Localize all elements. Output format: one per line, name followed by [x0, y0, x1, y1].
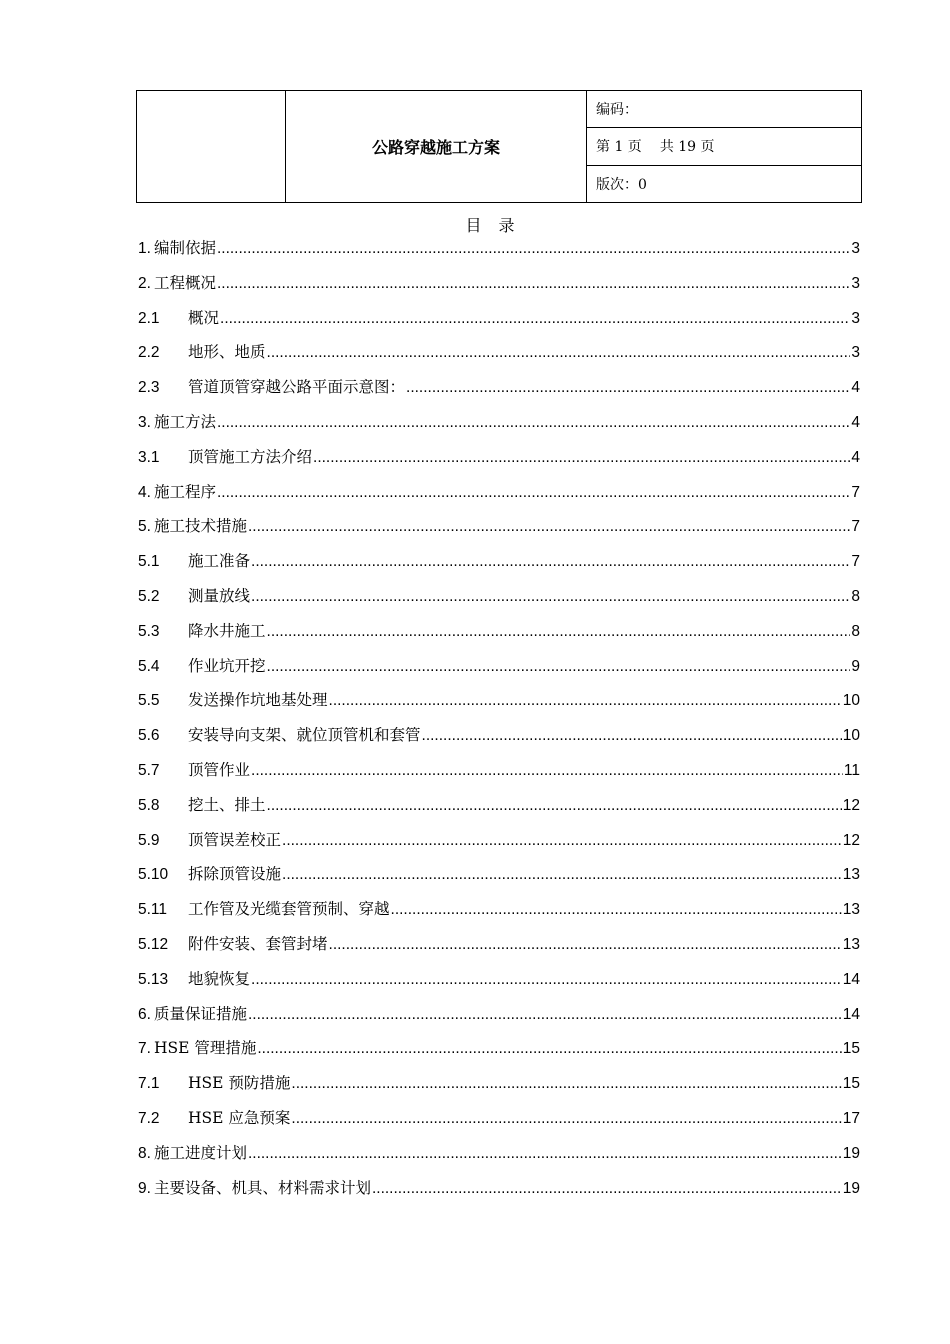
toc-entry-page: 14: [842, 970, 860, 988]
toc-entry-page: 7: [851, 518, 860, 536]
toc-entry-page: 7: [851, 483, 860, 501]
toc-leader-dots: [267, 789, 842, 823]
toc-leader-dots: [267, 615, 851, 649]
toc-leader-dots: [248, 998, 842, 1032]
toc-entry-page: 4: [851, 448, 860, 466]
document-title: 公路穿越施工方案: [286, 91, 587, 203]
toc-entry[interactable]: [138, 1136, 860, 1171]
toc-entry-page: 10: [842, 692, 860, 710]
toc-entry-page: 3: [851, 274, 860, 292]
toc-entry-page: 12: [842, 796, 860, 814]
toc-entry-label: HSE 预防措施: [188, 1074, 291, 1093]
toc-entry-number: 5.5: [138, 692, 160, 710]
toc-entry-label: 降水井施工: [188, 621, 266, 640]
toc-entry-label: 测量放线: [188, 586, 251, 605]
toc-entry-page: 14: [842, 1005, 860, 1023]
toc-entry-number: 5.8: [138, 796, 160, 814]
toc-entry[interactable]: [138, 1171, 860, 1206]
toc-entry-label: 顶管施工方法介绍: [188, 447, 313, 466]
toc-entry-page: 19: [842, 1179, 860, 1197]
toc-entry-label: 挖土、排土: [188, 795, 266, 814]
toc-entry-page: 11: [843, 761, 860, 779]
toc-entry-label: 施工准备: [188, 552, 251, 571]
document-header-table: [136, 90, 862, 203]
toc-entry-page: 7: [851, 553, 860, 571]
toc-entry[interactable]: [138, 405, 860, 440]
toc-leader-dots: [220, 302, 850, 336]
toc-leader-dots: [406, 371, 850, 405]
toc-entry-page: 9: [851, 657, 860, 675]
toc-entry[interactable]: [138, 544, 860, 579]
toc-entry-number: 5.3: [138, 622, 160, 640]
toc-leader-dots: [217, 406, 850, 440]
toc-entry-number: 2.: [138, 274, 151, 292]
toc-entry[interactable]: [138, 683, 860, 718]
toc-leader-dots: [217, 267, 850, 301]
toc-entry-number: 2.1: [138, 309, 160, 327]
toc-entry[interactable]: [138, 614, 860, 649]
toc-entry-page: 19: [842, 1144, 860, 1162]
toc-leader-dots: [267, 650, 851, 684]
toc-entry[interactable]: [138, 509, 860, 544]
toc-entry-number: 7.1: [138, 1075, 160, 1093]
toc-entry-label: 附件安装、套管封堵: [188, 934, 328, 953]
toc-entry[interactable]: [138, 718, 860, 753]
toc-entry[interactable]: [138, 301, 860, 336]
toc-entry-label: 工程概况: [153, 273, 216, 292]
toc-leader-dots: [282, 824, 842, 858]
toc-entry-label: 编制依据: [153, 239, 216, 257]
toc-entry-label: 质量保证措施: [153, 1004, 247, 1023]
toc-entry[interactable]: [138, 370, 860, 405]
toc-entry-number: 6.: [138, 1005, 151, 1023]
toc-leader-dots: [251, 580, 850, 614]
toc-entry-label: 作业坑开挖: [188, 656, 266, 675]
toc-leader-dots: [248, 1137, 842, 1171]
toc-leader-dots: [329, 684, 842, 718]
toc-entry[interactable]: [138, 1101, 860, 1136]
toc-entry-page: 8: [851, 622, 860, 640]
toc-leader-dots: [291, 1067, 841, 1101]
toc-leader-dots: [251, 545, 850, 579]
toc-entry[interactable]: [138, 788, 860, 823]
toc-entry-number: 8.: [138, 1144, 151, 1162]
table-of-contents: [138, 231, 860, 1205]
toc-entry-label: 发送操作坑地基处理: [188, 691, 328, 710]
toc-entry[interactable]: [138, 1031, 860, 1066]
toc-entry-number: 2.2: [138, 344, 160, 362]
toc-entry[interactable]: [138, 231, 860, 266]
toc-entry-number: 1.: [138, 240, 151, 257]
toc-entry-number: 5.1: [138, 553, 160, 571]
toc-entry-number: 7.2: [138, 1109, 160, 1127]
toc-entry-page: 3: [851, 309, 860, 327]
toc-entry[interactable]: [138, 753, 860, 788]
code-label: 编码：: [587, 91, 862, 128]
page-info: [587, 128, 862, 165]
toc-entry-label: 施工技术措施: [153, 517, 247, 536]
toc-entry[interactable]: [138, 823, 860, 858]
toc-entry-page: 4: [851, 379, 860, 397]
logo-cell: [137, 91, 286, 203]
toc-entry-number: 5.12: [138, 935, 169, 953]
toc-entry-number: 5.: [138, 518, 151, 536]
toc-entry-number: 4.: [138, 483, 151, 501]
toc-entry-label: 地貌恢复: [188, 969, 251, 988]
toc-entry-number: 5.10: [138, 866, 169, 884]
toc-entry-page: 12: [842, 831, 860, 849]
toc-entry-page: 13: [842, 866, 860, 884]
toc-entry[interactable]: [138, 892, 860, 927]
toc-entry-page: 15: [842, 1075, 860, 1093]
toc-entry[interactable]: [138, 335, 860, 370]
toc-entry-label: HSE 管理措施: [153, 1039, 257, 1058]
toc-entry-page: 3: [851, 240, 860, 257]
toc-leader-dots: [329, 928, 842, 962]
toc-leader-dots: [372, 1172, 842, 1206]
toc-entry-number: 5.6: [138, 727, 160, 745]
toc-entry[interactable]: [138, 857, 860, 892]
toc-entry-label: 工作管及光缆套管预制、穿越: [188, 900, 390, 919]
toc-entry-label: 概况: [188, 308, 220, 327]
toc-entry-page: 8: [851, 587, 860, 605]
toc-entry-page: 13: [842, 901, 860, 919]
toc-entry-label: 施工方法: [153, 412, 216, 431]
toc-leader-dots: [422, 719, 842, 753]
toc-entry-number: 3.: [138, 413, 151, 431]
toc-entry[interactable]: [138, 475, 860, 510]
toc-entry-number: 7.: [138, 1040, 151, 1058]
toc-leader-dots: [291, 1102, 841, 1136]
toc-entry-page: 4: [851, 413, 860, 431]
toc-leader-dots: [248, 510, 850, 544]
toc-entry-number: 9.: [138, 1179, 151, 1197]
toc-entry-label: 管道顶管穿越公路平面示意图：: [188, 378, 406, 397]
toc-entry[interactable]: [138, 579, 860, 614]
toc-entry-number: 5.13: [138, 970, 169, 988]
toc-entry[interactable]: [138, 1066, 860, 1101]
toc-entry-label: HSE 应急预案: [188, 1108, 291, 1127]
toc-leader-dots: [257, 1032, 841, 1066]
toc-leader-dots: [282, 858, 842, 892]
toc-leader-dots: [251, 754, 843, 788]
toc-leader-dots: [267, 336, 851, 370]
toc-entry-page: 10: [842, 727, 860, 745]
toc-entry-page: 13: [842, 935, 860, 953]
version-label: 版次：0: [587, 165, 862, 202]
toc-entry-page: 15: [842, 1040, 860, 1058]
toc-entry[interactable]: [138, 962, 860, 997]
toc-leader-dots: [313, 441, 850, 475]
toc-entry-page: 3: [851, 344, 860, 362]
toc-entry-label: 地形、地质: [188, 343, 266, 362]
toc-leader-dots: [217, 476, 850, 510]
toc-leader-dots: [217, 232, 850, 266]
toc-entry-number: 3.1: [138, 448, 160, 466]
toc-entry-number: 5.11: [138, 901, 168, 919]
toc-entry-number: 5.9: [138, 831, 160, 849]
toc-entry-number: 5.7: [138, 761, 160, 779]
toc-entry-label: 主要设备、机具、材料需求计划: [153, 1178, 371, 1197]
toc-entry[interactable]: [138, 266, 860, 301]
page-total: 共 19 页: [659, 139, 715, 156]
toc-entry-number: 2.3: [138, 379, 160, 397]
toc-entry-label: 拆除顶管设施: [188, 865, 282, 884]
toc-entry[interactable]: [138, 997, 860, 1032]
toc-entry-label: 施工进度计划: [153, 1143, 247, 1162]
toc-entry[interactable]: [138, 649, 860, 684]
toc-entry-label: 顶管误差校正: [188, 830, 282, 849]
toc-entry[interactable]: [138, 440, 860, 475]
toc-leader-dots: [251, 963, 842, 997]
toc-entry-page: 17: [842, 1109, 860, 1127]
toc-entry-label: 顶管作业: [188, 760, 251, 779]
toc-entry[interactable]: [138, 927, 860, 962]
page-current: 第 1 页: [596, 139, 642, 156]
toc-entry-number: 5.2: [138, 587, 160, 605]
toc-leader-dots: [391, 893, 842, 927]
toc-entry-label: 安装导向支架、就位顶管机和套管: [188, 726, 421, 745]
toc-title: 目 录: [465, 216, 521, 235]
toc-entry-number: 5.4: [138, 657, 160, 675]
toc-entry-label: 施工程序: [153, 482, 216, 501]
